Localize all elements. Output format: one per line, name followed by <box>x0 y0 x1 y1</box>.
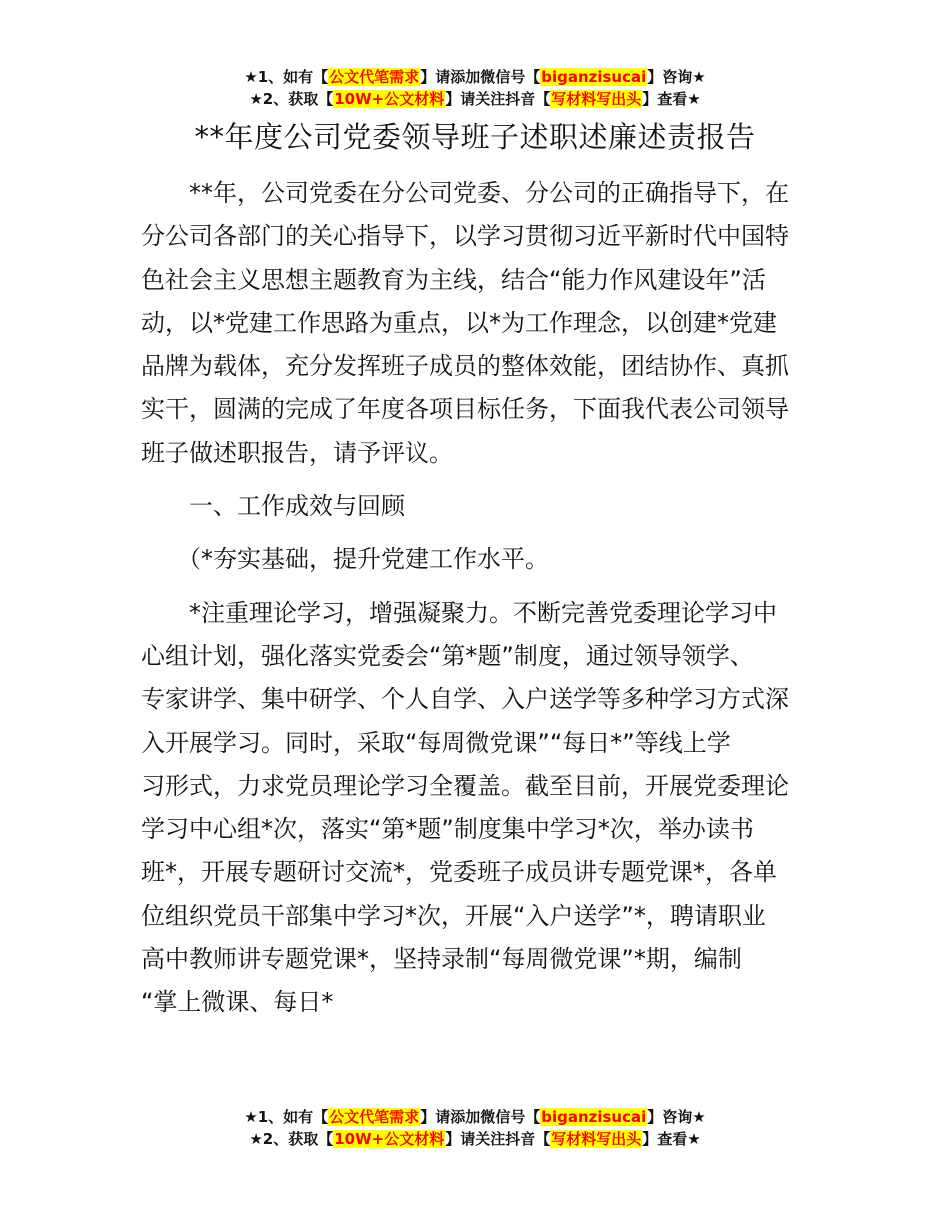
banner-line-2 <box>0 88 950 110</box>
paragraph-line: 实干，圆满的完成了年度各项目标任务，下面我代表公司领导 <box>141 395 789 424</box>
banner-highlight: 公文代笔需求 <box>329 1108 420 1126</box>
banner-text: 】请添加微信号【 <box>420 68 541 86</box>
bottom-banner <box>0 1106 950 1150</box>
banner-text: ★1、如有【 <box>244 68 329 86</box>
banner-highlight: 写材料写出头 <box>551 1130 642 1148</box>
banner-highlight: 写材料写出头 <box>551 90 642 108</box>
paragraph-line: 心组计划，强化落实党委会“第*题”制度，通过领导领学、 <box>141 641 754 670</box>
banner-text: 】咨询★ <box>647 68 706 86</box>
paragraph-gap <box>141 582 813 592</box>
paragraph-line: 学习中心组*次，落实“第*题”制度集中学习*次，举办读书 <box>141 815 754 844</box>
paragraph-line: 高中教师讲专题党课*，坚持录制“每周微党课”*期，编制 <box>141 945 742 974</box>
page-title: **年度公司党委领导班子述职述廉述责报告 <box>194 120 756 154</box>
paragraph-gap <box>141 475 813 485</box>
banner-text: ★1、如有【 <box>244 1108 329 1126</box>
top-banner <box>0 66 950 110</box>
banner-highlight: 10W+公文材料 <box>334 90 445 108</box>
paragraph-line: 专家讲学、集中研学、个人自学、入户送学等多种学习方式深 <box>141 685 789 714</box>
banner-text: ★2、获取【 <box>249 90 334 108</box>
paragraph-line: 习形式，力求党员理论学习全覆盖。截至目前，开展党委理论 <box>141 771 789 800</box>
banner-text: 】咨询★ <box>647 1108 706 1126</box>
banner-text: 】查看★ <box>642 1130 701 1148</box>
banner-highlight: biganzisucai <box>541 68 647 86</box>
paragraph-line: 分公司各部门的关心指导下，以学习贯彻习近平新时代中国特 <box>141 222 789 251</box>
banner-text: 】请关注抖音【 <box>445 90 551 108</box>
paragraph-line: 班*，开展专题研讨交流*，党委班子成员讲专题党课*，各单 <box>141 858 777 887</box>
paragraph-line: “掌上微课、每日* <box>141 988 334 1017</box>
document-body <box>141 172 813 1025</box>
paragraph-line: 动，以*党建工作思路为重点，以*为工作理念，以创建*党建 <box>141 308 777 337</box>
banner-text: 】查看★ <box>642 90 701 108</box>
banner-highlight: biganzisucai <box>541 1108 647 1126</box>
banner-highlight: 公文代笔需求 <box>329 68 420 86</box>
paragraph-line: 位组织党员干部集中学习*次，开展“入户送学”*，聘请职业 <box>141 901 766 930</box>
paragraph-line: **年，公司党委在分公司党委、分公司的正确指导下，在 <box>141 179 789 207</box>
paragraph-line: 入开展学习。同时，采取“每周微党课”“每日*”等线上学 <box>141 728 731 757</box>
paragraph-line: 色社会主义思想主题教育为主线，结合“能力作风建设年”活 <box>141 265 766 294</box>
section-heading: 一、工作成效与回顾 <box>141 492 405 521</box>
banner-line-2 <box>0 1128 950 1150</box>
paragraph-gap <box>141 528 813 538</box>
banner-text: 】请添加微信号【 <box>420 1108 541 1126</box>
sub-heading: （*夯实基础，提升党建工作水平。 <box>141 545 549 574</box>
paragraph-line: 班子做述职报告，请予评议。 <box>141 438 453 467</box>
paragraph-line: 品牌为载体，充分发挥班子成员的整体效能，团结协作、真抓 <box>141 352 789 381</box>
banner-text: ★2、获取【 <box>249 1130 334 1148</box>
banner-line-1 <box>0 1106 950 1128</box>
banner-text: 】请关注抖音【 <box>445 1130 551 1148</box>
banner-line-1 <box>0 66 950 88</box>
paragraph-line: *注重理论学习，增强凝聚力。不断完善党委理论学习中 <box>141 598 777 627</box>
banner-highlight: 10W+公文材料 <box>334 1130 445 1148</box>
